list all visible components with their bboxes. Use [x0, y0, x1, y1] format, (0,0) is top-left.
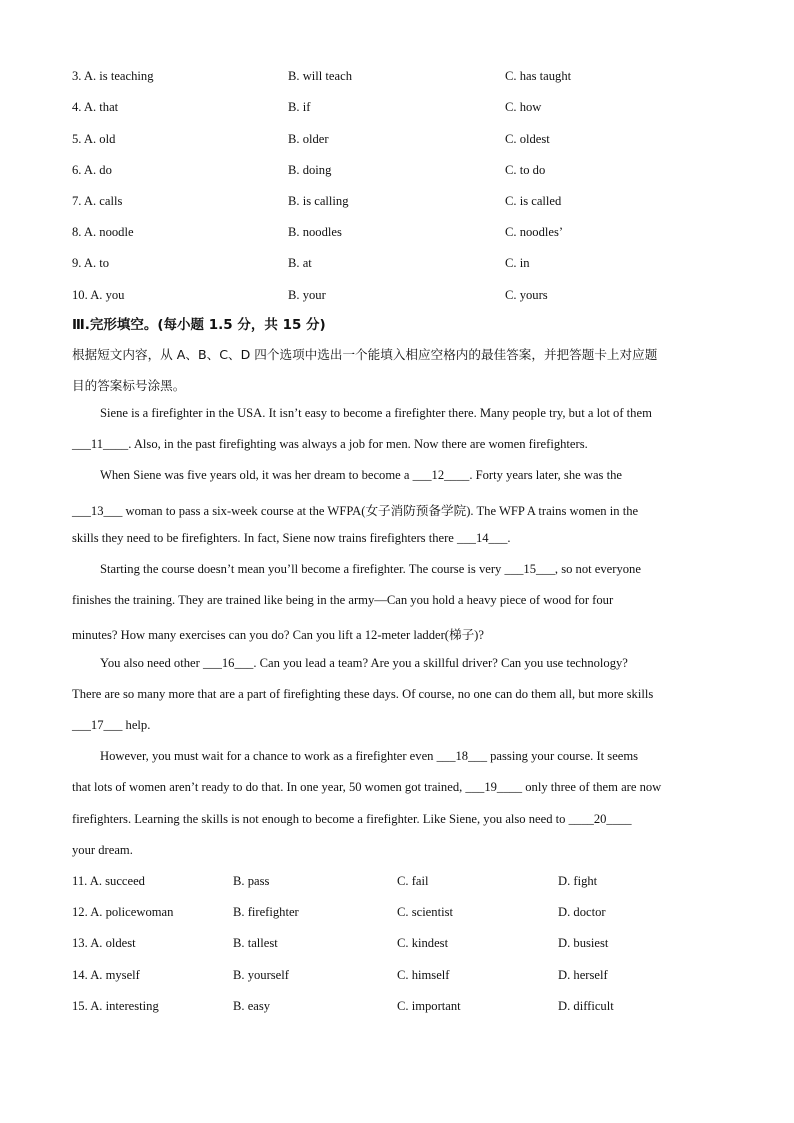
passage-line — [100, 468, 752, 483]
option-row — [72, 163, 732, 183]
option-c: C. is called — [505, 194, 562, 208]
passage-text: only three of them are now — [522, 780, 662, 794]
passage-text: passing your course. It seems — [486, 749, 639, 763]
option-row — [72, 288, 732, 308]
option-b: B. noodles — [288, 225, 342, 239]
option-c: C. oldest — [505, 132, 550, 146]
option-row — [72, 999, 732, 1019]
option-a: 5. A. old — [72, 132, 116, 146]
option-b: B. easy — [233, 999, 271, 1013]
passage-line — [100, 749, 752, 764]
option-a: 8. A. noodle — [72, 225, 134, 239]
instruction-line: 根据短文内容，从 A、B、C、D 四个选项中选出一个能填入相应空格内的最佳答案，并把答题卡上对应题 — [72, 347, 658, 362]
blank-11: ___11____ — [72, 437, 129, 451]
option-b: B. if — [288, 100, 311, 114]
passage-line: your dream. — [72, 843, 133, 857]
passage-text: woman to pass a six-week course at the WFPA(女子消防预备学院). The WFP A trains women in the — [122, 504, 639, 518]
passage-text: skills they need to be firefighters. In fact, Siene now trains firefighters there — [72, 531, 458, 545]
option-c: C. has taught — [505, 69, 572, 83]
option-c: C. fail — [397, 874, 429, 888]
blank-15: ___15___ — [504, 562, 555, 576]
instruction-line: 目的答案标号涂黑。 — [72, 378, 186, 393]
option-a: 15. A. interesting — [72, 999, 159, 1013]
option-row — [72, 100, 732, 120]
option-a: 3. A. is teaching — [72, 69, 154, 83]
passage-text: that lots of women aren’t ready to do that. In one year, 50 women got trained, — [72, 780, 466, 794]
section-title: Ⅲ.完形填空。(每小题 1.5 分，共 15 分) — [72, 317, 326, 333]
blank-20: ____20____ — [568, 812, 632, 826]
option-row — [72, 194, 732, 214]
option-row — [72, 874, 732, 894]
option-b: B. pass — [233, 874, 270, 888]
option-c: C. yours — [505, 288, 548, 302]
option-a: 11. A. succeed — [72, 874, 145, 888]
blank-12: ___12____ — [412, 468, 470, 482]
passage-text: , so not everyone — [554, 562, 641, 576]
passage-line — [100, 562, 752, 577]
option-a: 12. A. policewoman — [72, 905, 174, 919]
passage-line: finishes the training. They are trained like being in the army—Can you hold a heavy piece of wood for four — [72, 593, 614, 607]
option-c: C. scientist — [397, 905, 453, 919]
passage-text: Starting the course doesn’t mean you’ll become a firefighter. The course is very — [100, 562, 505, 576]
passage-line — [72, 437, 724, 452]
option-d: D. fight — [558, 874, 598, 888]
option-d: D. herself — [558, 968, 608, 982]
blank-18: ___18___ — [436, 749, 487, 763]
passage-line: There are so many more that are a part of firefighting these days. Of course, no one can do them all, but more skills — [72, 687, 654, 701]
passage-line — [72, 780, 724, 795]
passage-text: . Forty years later, she was the — [469, 468, 622, 482]
option-a: 6. A. do — [72, 163, 112, 177]
option-b: B. firefighter — [233, 905, 299, 919]
option-row — [72, 225, 732, 245]
passage-text: help. — [122, 718, 151, 732]
option-b: B. will teach — [288, 69, 353, 83]
option-a: 4. A. that — [72, 100, 119, 114]
option-b: B. at — [288, 256, 312, 270]
option-a: 7. A. calls — [72, 194, 123, 208]
option-a: 14. A. myself — [72, 968, 140, 982]
option-row — [72, 69, 732, 89]
option-c: C. kindest — [397, 936, 449, 950]
option-row — [72, 905, 732, 925]
option-b: B. yourself — [233, 968, 289, 982]
passage-line — [72, 531, 724, 546]
passage-line: Siene is a firefighter in the USA. It isn’t easy to become a firefighter there. Many people try, but a lot of them — [100, 406, 652, 420]
passage-text: When Siene was five years old, it was her dream to become a — [100, 468, 413, 482]
option-c: C. himself — [397, 968, 450, 982]
passage-text: You also need other — [100, 656, 203, 670]
blank-13: ___13___ — [72, 504, 123, 518]
option-d: D. doctor — [558, 905, 606, 919]
blank-16: ___16___ — [202, 656, 254, 670]
option-c: C. how — [505, 100, 542, 114]
option-b: B. your — [288, 288, 326, 302]
passage-text: firefighters. Learning the skills is not enough to become a firefighter. Like Siene, you also need to — [72, 812, 569, 826]
passage-text: However, you must wait for a chance to work as a firefighter even — [100, 749, 437, 763]
blank-17: ___17___ — [72, 718, 123, 732]
option-b: B. tallest — [233, 936, 278, 950]
option-c: C. to do — [505, 163, 546, 177]
option-a: 10. A. you — [72, 288, 125, 302]
option-row — [72, 256, 732, 276]
option-b: B. is calling — [288, 194, 349, 208]
option-d: D. difficult — [558, 999, 614, 1013]
option-c: C. important — [397, 999, 461, 1013]
passage-text: . — [507, 531, 511, 545]
passage-text: . Also, in the past firefighting was always a job for men. Now there are women firefighters. — [128, 437, 588, 451]
option-b: B. older — [288, 132, 329, 146]
passage-line — [72, 812, 724, 827]
option-row — [72, 936, 732, 956]
passage-line — [72, 500, 724, 519]
passage-text: . Can you lead a team? Are you a skillful driver? Can you use technology? — [253, 656, 628, 670]
blank-19: ___19____ — [465, 780, 523, 794]
passage-line — [100, 656, 752, 671]
option-row — [72, 968, 732, 988]
option-row — [72, 132, 732, 152]
option-c: C. in — [505, 256, 530, 270]
option-a: 13. A. oldest — [72, 936, 136, 950]
option-c: C. noodles’ — [505, 225, 564, 239]
option-d: D. busiest — [558, 936, 609, 950]
option-a: 9. A. to — [72, 256, 110, 270]
passage-line — [72, 718, 724, 733]
passage-line: minutes? How many exercises can you do? Can you lift a 12-meter ladder(梯子)? — [72, 628, 484, 642]
blank-14: ___14___ — [457, 531, 508, 545]
option-b: B. doing — [288, 163, 332, 177]
